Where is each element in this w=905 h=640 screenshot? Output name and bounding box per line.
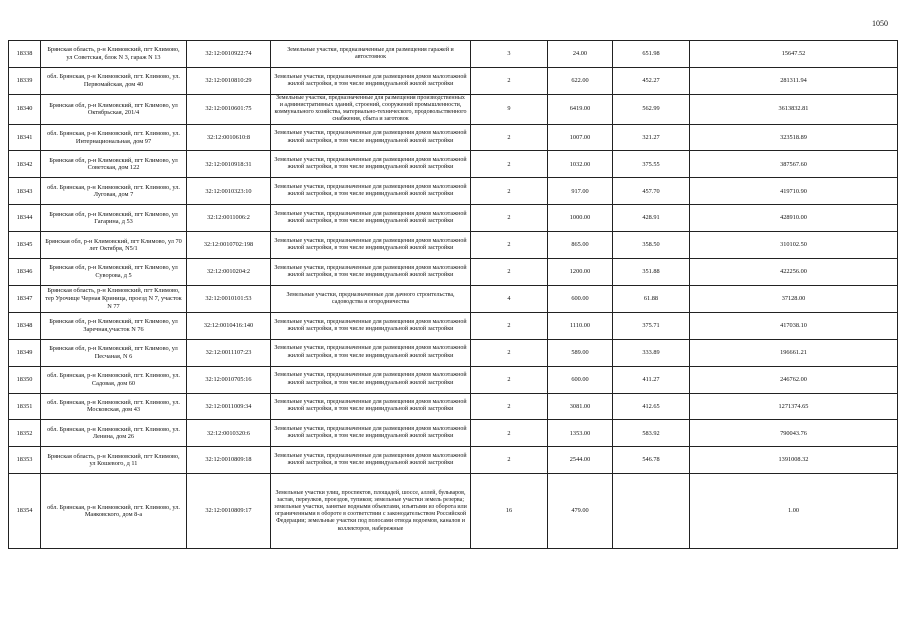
address-cell: Брянская обл, р-н Климовский, пгт Климово, ул Гагарина, д 53 (41, 205, 187, 232)
area-cell: 1000.00 (548, 205, 613, 232)
row-number-cell: 18351 (9, 393, 41, 420)
cadastral-value-cell: 1391008.32 (690, 447, 898, 474)
area-cell: 589.00 (548, 339, 613, 366)
cadastral-number-cell: 32:12:0010918:31 (187, 151, 271, 178)
area-cell: 917.00 (548, 178, 613, 205)
address-cell: обл. Брянская, р-н Климовский, пгт. Климово, ул. Московская, дом 43 (41, 393, 187, 420)
row-number-cell: 18342 (9, 151, 41, 178)
row-number-cell: 18338 (9, 41, 41, 68)
cadastral-number-cell: 32:12:0010702:198 (187, 232, 271, 259)
specific-value-cell: 333.89 (613, 339, 690, 366)
cadastral-value-cell: 790043.76 (690, 420, 898, 447)
cadastral-number-cell: 32:12:0011006:2 (187, 205, 271, 232)
row-number-cell: 18348 (9, 312, 41, 339)
use-group-cell: 2 (471, 393, 548, 420)
page-number: 1050 (872, 19, 888, 28)
use-group-cell: 2 (471, 420, 548, 447)
cadastral-value-cell: 281311.94 (690, 67, 898, 94)
table-row (9, 447, 898, 474)
specific-value-cell (613, 474, 690, 549)
cadastral-value-cell: 417038.10 (690, 312, 898, 339)
cadastral-number-cell: 32:12:0010610:8 (187, 124, 271, 151)
address-cell: обл. Брянская, р-н Климовский, пгт. Климово, ул. Садовая, дом 60 (41, 366, 187, 393)
area-cell: 600.00 (548, 285, 613, 312)
use-group-cell: 2 (471, 178, 548, 205)
area-cell: 479.00 (548, 474, 613, 549)
cadastral-number-cell: 32:12:0010809:17 (187, 474, 271, 549)
address-cell: Брянская область, р-н Климовский, пгт Климово, ул Кошевого, д 11 (41, 447, 187, 474)
cadastral-number-cell: 32:12:0010204:2 (187, 259, 271, 286)
use-group-cell: 2 (471, 205, 548, 232)
address-cell: Брянская область, р-н Климовский, пгт Климово, ул Советская, блок N 3, гараж N 13 (41, 41, 187, 68)
address-cell: Брянская обл, р-н Климовский, пгт Климово, ул Советская, дом 122 (41, 151, 187, 178)
area-cell: 600.00 (548, 366, 613, 393)
address-cell: обл. Брянская, р-н Климовский, пгт. Климово, ул. Первомайская, дом 40 (41, 67, 187, 94)
table-row (9, 124, 898, 151)
area-cell: 24.00 (548, 41, 613, 68)
table-row (9, 474, 898, 549)
table-row (9, 67, 898, 94)
area-cell: 6419.00 (548, 94, 613, 124)
cadastral-number-cell: 32:12:0010810:29 (187, 67, 271, 94)
specific-value-cell: 651.98 (613, 41, 690, 68)
use-group-cell: 2 (471, 151, 548, 178)
area-cell: 3081.00 (548, 393, 613, 420)
cadastral-value-cell: 15647.52 (690, 41, 898, 68)
land-use-cell: Земельные участки, предназначенные для размещения домов малоэтажной жилой застройки, в том числе индивидуальной жилой застройки (271, 205, 471, 232)
row-number-cell: 18352 (9, 420, 41, 447)
cadastral-value-cell: 196661.21 (690, 339, 898, 366)
use-group-cell: 4 (471, 285, 548, 312)
land-use-cell: Земельные участки, предназначенные для размещения домов малоэтажной жилой застройки, в том числе индивидуальной жилой застройки (271, 339, 471, 366)
row-number-cell: 18347 (9, 285, 41, 312)
table-row (9, 41, 898, 68)
land-use-cell: Земельные участки, предназначенные для размещения гаражей и автостоянок (271, 41, 471, 68)
land-use-cell: Земельные участки, предназначенные для дачного строительства, садоводства и огородничества (271, 285, 471, 312)
area-cell: 1110.00 (548, 312, 613, 339)
row-number-cell: 18353 (9, 447, 41, 474)
specific-value-cell: 411.27 (613, 366, 690, 393)
use-group-cell: 3 (471, 41, 548, 68)
cadastral-number-cell: 32:12:0011009:34 (187, 393, 271, 420)
cadastral-number-cell: 32:12:0010601:75 (187, 94, 271, 124)
cadastral-value-cell: 323518.89 (690, 124, 898, 151)
cadastral-value-cell: 419710.90 (690, 178, 898, 205)
address-cell: обл. Брянская, р-н Климовский, пгт. Климово, ул. Интернациональная, дом 97 (41, 124, 187, 151)
use-group-cell: 2 (471, 67, 548, 94)
specific-value-cell: 546.78 (613, 447, 690, 474)
area-cell: 1353.00 (548, 420, 613, 447)
cadastral-value-cell: 246762.00 (690, 366, 898, 393)
table-row (9, 178, 898, 205)
row-number-cell: 18339 (9, 67, 41, 94)
specific-value-cell: 375.55 (613, 151, 690, 178)
land-use-cell: Земельные участки, предназначенные для размещения домов малоэтажной жилой застройки, в том числе индивидуальной жилой застройки (271, 232, 471, 259)
address-cell: Брянская обл, р-н Климовский, пгт Климово, ул Песчаная, N 6 (41, 339, 187, 366)
table-row (9, 339, 898, 366)
table-row (9, 285, 898, 312)
cadastral-value-cell: 310102.50 (690, 232, 898, 259)
address-cell: Брянская обл, р-н Климовский, пгт Климово, ул Октябрьская, 201/4 (41, 94, 187, 124)
use-group-cell: 9 (471, 94, 548, 124)
cadastral-value-table (8, 40, 898, 549)
land-use-cell: Земельные участки, предназначенные для размещения домов малоэтажной жилой застройки, в том числе индивидуальной жилой застройки (271, 259, 471, 286)
specific-value-cell: 562.99 (613, 94, 690, 124)
table-row (9, 205, 898, 232)
land-use-cell: Земельные участки, предназначенные для размещения домов малоэтажной жилой застройки, в том числе индивидуальной жилой застройки (271, 124, 471, 151)
table-body (9, 41, 898, 549)
address-cell: обл. Брянская, р-н Климовский, пгт. Климово, ул. Луговая, дом 7 (41, 178, 187, 205)
area-cell: 865.00 (548, 232, 613, 259)
row-number-cell: 18350 (9, 366, 41, 393)
land-use-cell: Земельные участки, предназначенные для размещения домов малоэтажной жилой застройки, в том числе индивидуальной жилой застройки (271, 178, 471, 205)
cadastral-number-cell: 32:12:0010922:74 (187, 41, 271, 68)
row-number-cell: 18341 (9, 124, 41, 151)
area-cell: 1032.00 (548, 151, 613, 178)
table-row (9, 393, 898, 420)
area-cell: 1200.00 (548, 259, 613, 286)
specific-value-cell: 375.71 (613, 312, 690, 339)
cadastral-number-cell: 32:12:0010323:10 (187, 178, 271, 205)
cadastral-value-cell: 387567.60 (690, 151, 898, 178)
specific-value-cell: 351.88 (613, 259, 690, 286)
address-cell: обл. Брянская, р-н Климовский, пгт. Климово, ул. Маяковского, дом 8-а (41, 474, 187, 549)
cadastral-value-cell: 3613832.81 (690, 94, 898, 124)
land-use-cell: Земельные участки, предназначенные для размещения домов малоэтажной жилой застройки, в том числе индивидуальной жилой застройки (271, 366, 471, 393)
cadastral-number-cell: 32:12:0010809:18 (187, 447, 271, 474)
cadastral-value-cell: 37128.00 (690, 285, 898, 312)
land-use-cell: Земельные участки, предназначенные для размещения домов малоэтажной жилой застройки, в том числе индивидуальной жилой застройки (271, 151, 471, 178)
cadastral-value-cell: 1271374.65 (690, 393, 898, 420)
table-row (9, 94, 898, 124)
land-use-cell: Земельные участки улиц, проспектов, площадей, шоссе, аллей, бульваров, застав, переулков, проездов, тупиков; земельные участки земель резерва; земельные участки, занятые водными объектами, изъятыми из оборота или ограниченными в обороте в соответствии с законодательством Российской Федерации; земельные участки под полосами отвода водоемов, каналов и коллекторов, набережные (271, 474, 471, 549)
cadastral-number-cell: 32:12:0010101:53 (187, 285, 271, 312)
cadastral-value-cell: 1.00 (690, 474, 898, 549)
use-group-cell: 2 (471, 447, 548, 474)
row-number-cell: 18354 (9, 474, 41, 549)
row-number-cell: 18344 (9, 205, 41, 232)
area-cell: 2544.00 (548, 447, 613, 474)
area-cell: 622.00 (548, 67, 613, 94)
address-cell: обл. Брянская, р-н Климовский, пгт. Климово, ул. Ленина, дом 26 (41, 420, 187, 447)
cadastral-value-cell: 422256.00 (690, 259, 898, 286)
specific-value-cell: 358.50 (613, 232, 690, 259)
land-use-cell: Земельные участки, предназначенные для размещения домов малоэтажной жилой застройки, в том числе индивидуальной жилой застройки (271, 447, 471, 474)
row-number-cell: 18345 (9, 232, 41, 259)
row-number-cell: 18346 (9, 259, 41, 286)
use-group-cell: 2 (471, 312, 548, 339)
address-cell: Брянская обл, р-н Климовский, пгт Климово, ул Заречная,участок N 76 (41, 312, 187, 339)
row-number-cell: 18343 (9, 178, 41, 205)
use-group-cell: 2 (471, 366, 548, 393)
address-cell: Брянская область, р-н Климовский, пгт Климово, тер Урочище Черная Криница, проезд N 7, участок N 77 (41, 285, 187, 312)
land-use-cell: Земельные участки, предназначенные для размещения домов малоэтажной жилой застройки, в том числе индивидуальной жилой застройки (271, 420, 471, 447)
table-row (9, 312, 898, 339)
cadastral-number-cell: 32:12:0010416:140 (187, 312, 271, 339)
specific-value-cell: 321.27 (613, 124, 690, 151)
specific-value-cell: 428.91 (613, 205, 690, 232)
cadastral-value-cell: 428910.00 (690, 205, 898, 232)
specific-value-cell: 583.92 (613, 420, 690, 447)
use-group-cell: 2 (471, 259, 548, 286)
address-cell: Брянская обл, р-н Климовский, пгт Климово, ул Суворова, д 5 (41, 259, 187, 286)
land-use-cell: Земельные участки, предназначенные для размещения домов малоэтажной жилой застройки, в том числе индивидуальной жилой застройки (271, 393, 471, 420)
table-row (9, 420, 898, 447)
use-group-cell: 2 (471, 339, 548, 366)
specific-value-cell: 457.70 (613, 178, 690, 205)
use-group-cell: 16 (471, 474, 548, 549)
cadastral-number-cell: 32:12:0011107:23 (187, 339, 271, 366)
use-group-cell: 2 (471, 232, 548, 259)
table-row (9, 151, 898, 178)
table-row (9, 366, 898, 393)
use-group-cell: 2 (471, 124, 548, 151)
table-row (9, 259, 898, 286)
specific-value-cell: 61.88 (613, 285, 690, 312)
row-number-cell: 18340 (9, 94, 41, 124)
land-use-cell: Земельные участки, предназначенные для размещения домов малоэтажной жилой застройки, в том числе индивидуальной жилой застройки (271, 312, 471, 339)
area-cell: 1007.00 (548, 124, 613, 151)
land-use-cell: Земельные участки, предназначенные для размещения домов малоэтажной жилой застройки, в том числе индивидуальной жилой застройки (271, 67, 471, 94)
address-cell: Брянская обл, р-н Климовский, пгт Климово, ул 70 лет Октября, N5/1 (41, 232, 187, 259)
table-row (9, 232, 898, 259)
cadastral-number-cell: 32:12:0010320:6 (187, 420, 271, 447)
row-number-cell: 18349 (9, 339, 41, 366)
land-use-cell: Земельные участки, предназначенные для размещения производственных и административных зданий, строений, сооружений промышленности, коммунального хозяйства, материально-технического, продовольственного снабжения, сбыта и заготовок (271, 94, 471, 124)
cadastral-number-cell: 32:12:0010705:16 (187, 366, 271, 393)
specific-value-cell: 412.65 (613, 393, 690, 420)
specific-value-cell: 452.27 (613, 67, 690, 94)
